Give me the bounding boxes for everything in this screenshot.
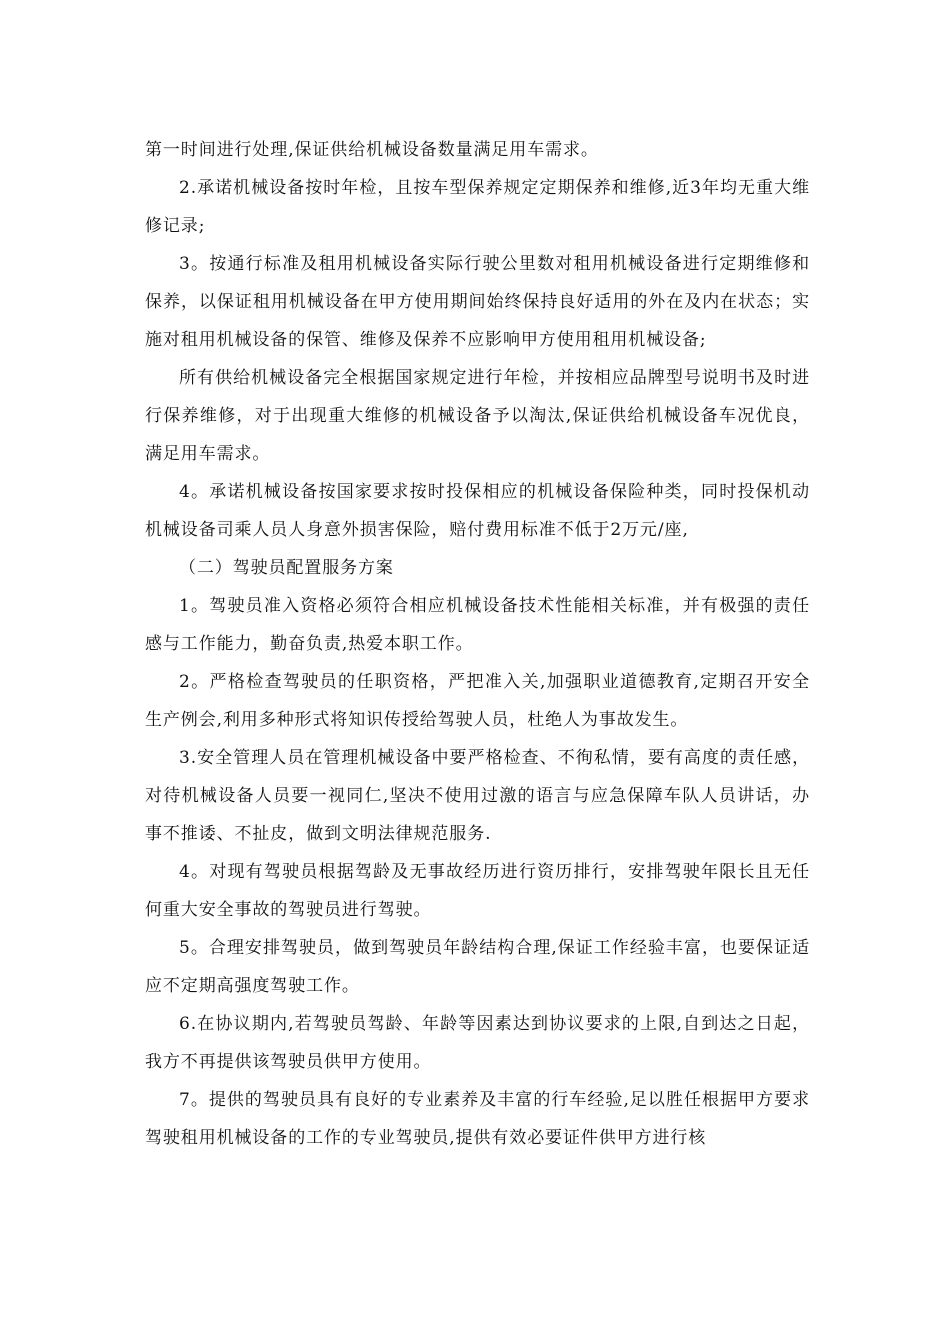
paragraph-agreement-period: 6.在协议期内,若驾驶员驾龄、年龄等因素达到协议要求的上限,自到达之日起，我方不再提供该驾驶员供甲方使用。 xyxy=(145,1014,810,1072)
section-heading-driver-plan: （二）驾驶员配置服务方案 xyxy=(179,558,394,578)
paragraph-safety-management: 3.安全管理人员在管理机械设备中要严格检查、不徇私情，要有高度的责任感，对待机械设备人员要一视同仁,坚决不使用过激的语言与应急保障车队人员讲话，办事不推诿、不扯皮，做到文明法律规范服务. xyxy=(145,748,810,844)
paragraph-driver-arrangement: 5。合理安排驾驶员，做到驾驶员年龄结构合理,保证工作经验丰富，也要保证适应不定期高强度驾驶工作。 xyxy=(145,938,810,996)
paragraph-continuation: 第一时间进行处理,保证供给机械设备数量满足用车需求。 xyxy=(145,140,599,160)
paragraph-driver-competence: 7。提供的驾驶员具有良好的专业素养及丰富的行车经验,足以胜任根据甲方要求驾驶租用机械设备的工作的专业驾驶员,提供有效必要证件供甲方进行核 xyxy=(145,1090,810,1148)
paragraph-annual-inspection: 所有供给机械设备完全根据国家规定进行年检，并按相应品牌型号说明书及时进行保养维修，对于出现重大维修的机械设备予以淘汰,保证供给机械设备车况优良，满足用车需求。 xyxy=(145,368,810,464)
paragraph-driver-seniority: 4。对现有驾驶员根据驾龄及无事故经历进行资历排行，安排驾驶年限长且无任何重大安全事故的驾驶员进行驾驶。 xyxy=(145,862,810,920)
paragraph-maintenance-standard: 3。按通行标准及租用机械设备实际行驶公里数对租用机械设备进行定期维修和保养，以保证租用机械设备在甲方使用期间始终保持良好适用的外在及内在状态；实施对租用机械设备的保管、维修及保养不应影响甲方使用租用机械设备; xyxy=(145,254,810,350)
paragraph-insurance-commitment: 4。承诺机械设备按国家要求按时投保相应的机械设备保险种类，同时投保机动机械设备司乘人员人身意外损害保险，赔付费用标准不低于2万元/座, xyxy=(145,482,810,540)
paragraph-driver-qualification: 1。驾驶员准入资格必须符合相应机械设备技术性能相关标准，并有极强的责任感与工作能力，勤奋负责,热爱本职工作。 xyxy=(145,596,810,654)
paragraph-inspection-commitment: 2.承诺机械设备按时年检，且按车型保养规定定期保养和维修,近3年均无重大维修记录; xyxy=(145,178,810,236)
paragraph-driver-inspection: 2。严格检查驾驶员的任职资格，严把准入关,加强职业道德教育,定期召开安全生产例会,利用多种形式将知识传授给驾驶人员，杜绝人为事故发生。 xyxy=(145,672,810,730)
